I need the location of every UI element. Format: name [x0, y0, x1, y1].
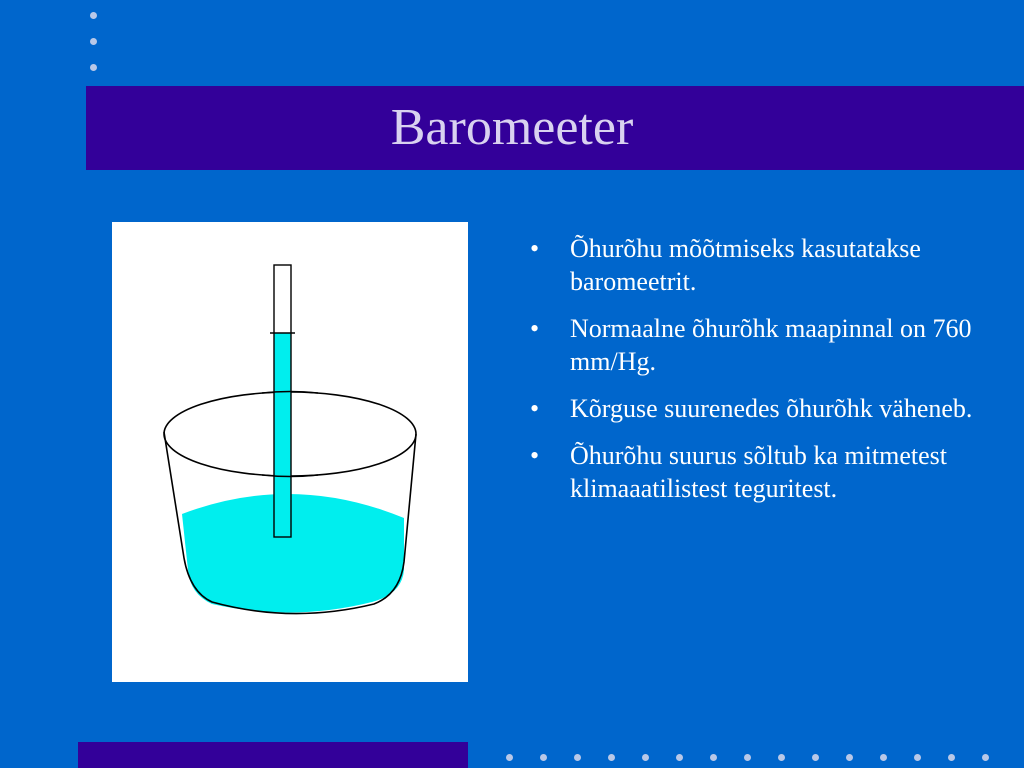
bullet-marker: • [530, 234, 540, 263]
decorative-dot [812, 754, 819, 761]
decorative-dot [608, 754, 615, 761]
bullet-item [530, 232, 990, 298]
footer-bar [78, 742, 468, 768]
slide-title: Baromeeter [390, 99, 634, 156]
bullet-text: Õhurõhu mõõtmiseks kasutatakse baromeetrit. [570, 234, 921, 296]
decorative-dots-horizontal [506, 754, 1006, 764]
decorative-dot [914, 754, 921, 761]
decorative-dot [574, 754, 581, 761]
decorative-dot [506, 754, 513, 761]
bullet-item [530, 439, 990, 505]
mercury-pool [182, 494, 404, 613]
bullet-text: Kõrguse suurenedes õhurõhk väheneb. [570, 394, 973, 423]
bullet-item [530, 312, 990, 378]
decorative-dot [642, 754, 649, 761]
decorative-dot [90, 38, 97, 45]
decorative-dot [846, 754, 853, 761]
decorative-dot [90, 64, 97, 71]
bullet-text: Normaalne õhurõhk maapinnal on 760 mm/Hg. [570, 314, 972, 376]
bullet-list [530, 232, 990, 519]
barometer-icon [112, 222, 468, 682]
decorative-dot [778, 754, 785, 761]
barometer-illustration [112, 222, 468, 682]
decorative-dot [90, 12, 97, 19]
bullet-item [530, 392, 990, 425]
decorative-dot [676, 754, 683, 761]
decorative-dot [880, 754, 887, 761]
decorative-dot [710, 754, 717, 761]
bullet-marker: • [530, 441, 540, 470]
decorative-dot [540, 754, 547, 761]
bullet-marker: • [530, 314, 540, 343]
decorative-dot [948, 754, 955, 761]
bullet-text: Õhurõhu suurus sõltub ka mitmetest klimaaatilistest teguritest. [570, 441, 947, 503]
bullet-marker: • [530, 394, 540, 423]
decorative-dot [744, 754, 751, 761]
decorative-dots-vertical [89, 12, 99, 74]
decorative-dot [982, 754, 989, 761]
mercury-column [274, 333, 291, 537]
